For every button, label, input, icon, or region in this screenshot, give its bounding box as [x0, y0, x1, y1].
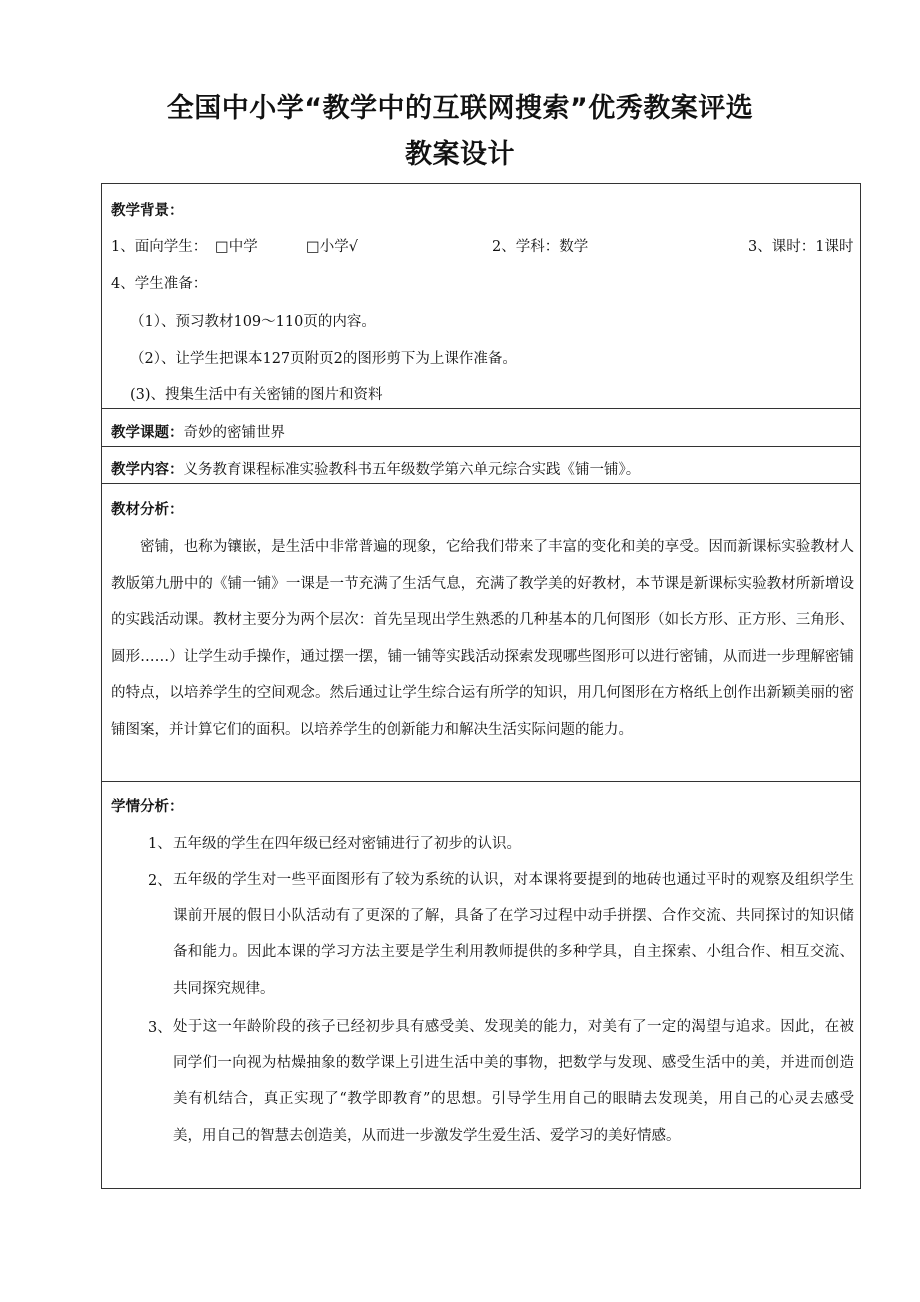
row-divider	[102, 446, 860, 447]
learner-item-block	[173, 1009, 854, 1154]
prep-item: (3)、搜集生活中有关密铺的图片和资料	[130, 387, 383, 403]
learner-item-text: 五年级的学生在四年级已经对密铺进行了初步的认识。	[173, 836, 521, 852]
learner-heading: 学情分析：	[111, 798, 184, 815]
hours-field: 3、课时：1课时	[748, 239, 854, 255]
material-heading: 教材分析：	[111, 501, 184, 518]
learner-item-number: 2、	[148, 873, 172, 889]
learner-item-number: 3、	[148, 1020, 172, 1036]
content-row	[111, 460, 640, 480]
option-middle-school: □中学	[215, 239, 258, 255]
learner-item-number: 1、	[148, 836, 172, 852]
material-paragraph	[111, 529, 854, 748]
topic-value: 奇妙的密铺世界	[183, 425, 285, 441]
option-primary-school: □小学√	[306, 239, 358, 255]
audience-label: 1、面向学生：	[111, 239, 208, 255]
content-value: 义务教育课程标准实验教科书五年级数学第六单元综合实践《铺一铺》。	[183, 462, 641, 478]
learner-item-text: 五年级的学生对一些平面图形有了较为系统的认识，对本课将要提到的地砖也通过平时的观察及组织学生课前开展的假日小队活动有了更深的了解，具备了在学习过程中动手拼摆、合作交流、共同探讨的知识储备和能力。因此本课的学习方法主要是学生利用教师提供的多种学具，自主探索、小组合作、相互交流、共同探究规律。	[173, 872, 854, 997]
topic-label: 教学课题：	[111, 424, 184, 441]
row-divider	[102, 781, 860, 782]
learner-item-text: 处于这一年龄阶段的孩子已经初步具有感受美、发现美的能力，对美有了一定的渴望与追求。因此，在被同学们一向视为枯燥抽象的数学课上引进生活中美的事物，把数学与发现、感受生活中的美，并进而创造美有机结合，真正实现了“教学即教育”的思想。引导学生用自己的眼睛去发现美，用自己的心灵去感受美，用自己的智慧去创造美，从而进一步激发学生爱生活、爱学习的美好情感。	[173, 1019, 854, 1144]
lesson-plan-table	[101, 183, 861, 1189]
prep-item: （1）、预习教材109～110页的内容。	[130, 314, 376, 330]
row-divider	[102, 483, 860, 484]
material-text: 密铺，也称为镶嵌，是生活中非常普遍的现象，它给我们带来了丰富的变化和美的享受。因而新课标实验教材人教版第九册中的《铺一铺》一课是一节充满了生活气息，充满了教学美的好教材，本节课是新课标实验教材所新增设的实践活动课。教材主要分为两个层次：首先呈现出学生熟悉的几种基本的几何图形（如长方形、正方形、三角形、圆形……）让学生动手操作，通过摆一摆，铺一铺等实践活动探索发现哪些图形可以进行密铺，从而进一步理解密铺的特点，以培养学生的空间观念。然后通过让学生综合运有所学的知识，用几何图形在方格纸上创作出新颖美丽的密铺图案，并计算它们的面积。以培养学生的创新能力和解决生活实际问题的能力。	[111, 539, 854, 738]
learner-item-block	[173, 862, 854, 1007]
subject-field: 2、学科：数学	[492, 239, 589, 255]
document-title: 全国中小学“教学中的互联网搜索”优秀教案评选	[166, 93, 754, 124]
topic-row	[111, 423, 285, 443]
row-divider	[102, 408, 860, 409]
document-subtitle: 教案设计	[405, 139, 515, 170]
prep-item: （2）、让学生把课本127页附页2的图形剪下为上课作准备。	[130, 351, 517, 367]
background-heading: 教学背景：	[111, 202, 184, 219]
content-label: 教学内容：	[111, 461, 184, 478]
prep-heading: 4、学生准备：	[111, 276, 208, 292]
